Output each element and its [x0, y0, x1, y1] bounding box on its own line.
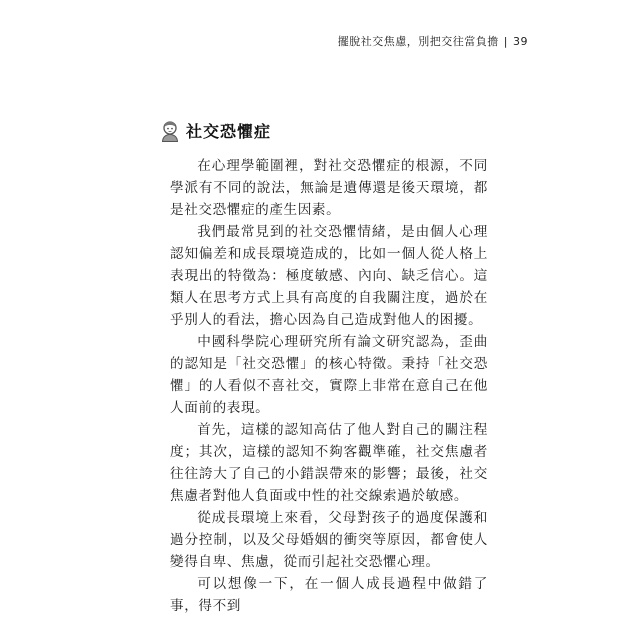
paragraph: 我們最常見到的社交恐懼情緒，是由個人心理認知偏差和成長環境造成的，比如一個人從人格上表現出的特徵為：極度敏感、內向、缺乏信心。這類人在思考方式上具有高度的自我關注度，過於在乎別人的看法，擔心因為自己造成對他人的困擾。	[170, 224, 488, 328]
paragraph: 首先，這樣的認知高估了他人對自己的關注程度；其次，這樣的認知不夠客觀準確，社交焦慮者往往誇大了自己的小錯誤帶來的影響；最後，社交焦慮者對他人負面或中性的社交線索過於敏感。	[170, 422, 488, 504]
running-header	[338, 33, 528, 49]
section-title: 社交恐懼症	[186, 122, 272, 141]
running-title: 擺脫社交焦慮，別把交往當負擔	[337, 35, 499, 48]
paragraph: 在心理學範圍裡，對社交恐懼症的根源，不同學派有不同的說法，無論是遺傳還是後天環境，都是社交恐懼症的產生因素。	[170, 158, 488, 218]
header-separator: |	[503, 35, 508, 48]
paragraph: 可以想像一下，在一個人成長過程中做錯了事，得不到	[170, 576, 488, 614]
paragraph: 中國科學院心理研究所有論文研究認為，歪曲的認知是「社交恐懼」的核心特徵。秉持「社交恐懼」的人看似不喜社交，實際上非常在意自己在他人面前的表現。	[170, 334, 488, 416]
section-heading	[160, 119, 271, 142]
body-text	[170, 155, 488, 617]
person-avatar-icon	[160, 120, 180, 142]
page-number: 39	[513, 35, 528, 48]
paragraph: 從成長環境上來看，父母對孩子的過度保護和過分控制，以及父母婚姻的衝突等原因，都會使人變得自卑、焦慮，從而引起社交恐懼心理。	[170, 510, 488, 570]
